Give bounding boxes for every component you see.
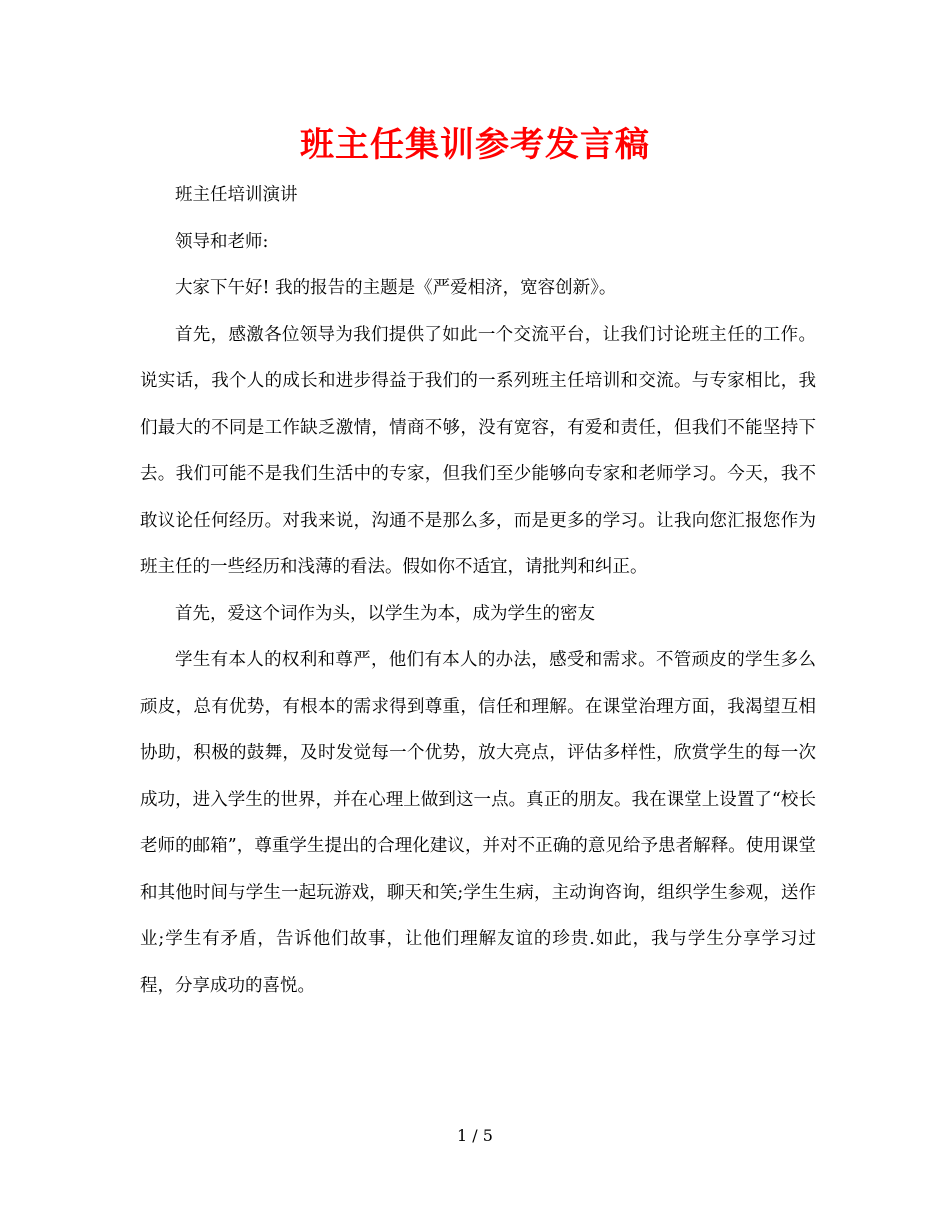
paragraph-subtitle: 班主任培训演讲 (175, 185, 298, 205)
paragraph-students: 学生有本人的权利和尊严，他们有本人的办法，感受和需求。不管顽皮的学生多么顽皮，总有优势，有根本的需求得到尊重，信任和理解。在课堂治理方面，我渴望互相协助，积极的鼓舞，及时发觉每一个优势，放大亮点，评估多样性，欣赏学生的每一次成功，进入学生的世界，并在心理上做到这一点。真正的朋友。我在课堂上设置了“校长老师的邮箱”，尊重学生提出的合理化建议，并对不正确的意见给予患者解释。使用课堂和其他时间与学生一起玩游戏，聊天和笑;学生生病，主动询咨询，组织学生参观，送作业;学生有矛盾，告诉他们故事，让他们理解友谊的珍贵.如此，我与学生分享学习过程，分享成功的喜悦。 (140, 650, 816, 996)
paragraph-intro: 首先，感激各位领导为我们提供了如此一个交流平台，让我们讨论班主任的工作。说实话，我个人的成长和进步得益于我们的一系列班主任培训和交流。与专家相比，我们最大的不同是工作缺乏激情，情商不够，没有宽容，有爱和责任，但我们不能坚持下去。我们可能不是我们生活中的专家，但我们至少能够向专家和老师学习。今天，我不敢议论任何经历。对我来说，沟通不是那么多，而是更多的学习。让我向您汇报您作为班主任的一些经历和浅薄的看法。假如你不适宜，请批判和纠正。 (140, 324, 816, 577)
document-title: 班主任集训参考发言稿 (300, 125, 650, 165)
paragraph-salutation: 领导和老师: (175, 231, 269, 252)
page-number: 1 / 5 (457, 1126, 493, 1145)
document-body (140, 172, 816, 1009)
paragraph-heading-first: 首先，爱这个词作为头，以学生为本，成为学生的密友 (175, 603, 595, 624)
paragraph-greeting: 大家下午好! 我的报告的主题是《严爱相济，宽容创新》。 (175, 278, 617, 298)
